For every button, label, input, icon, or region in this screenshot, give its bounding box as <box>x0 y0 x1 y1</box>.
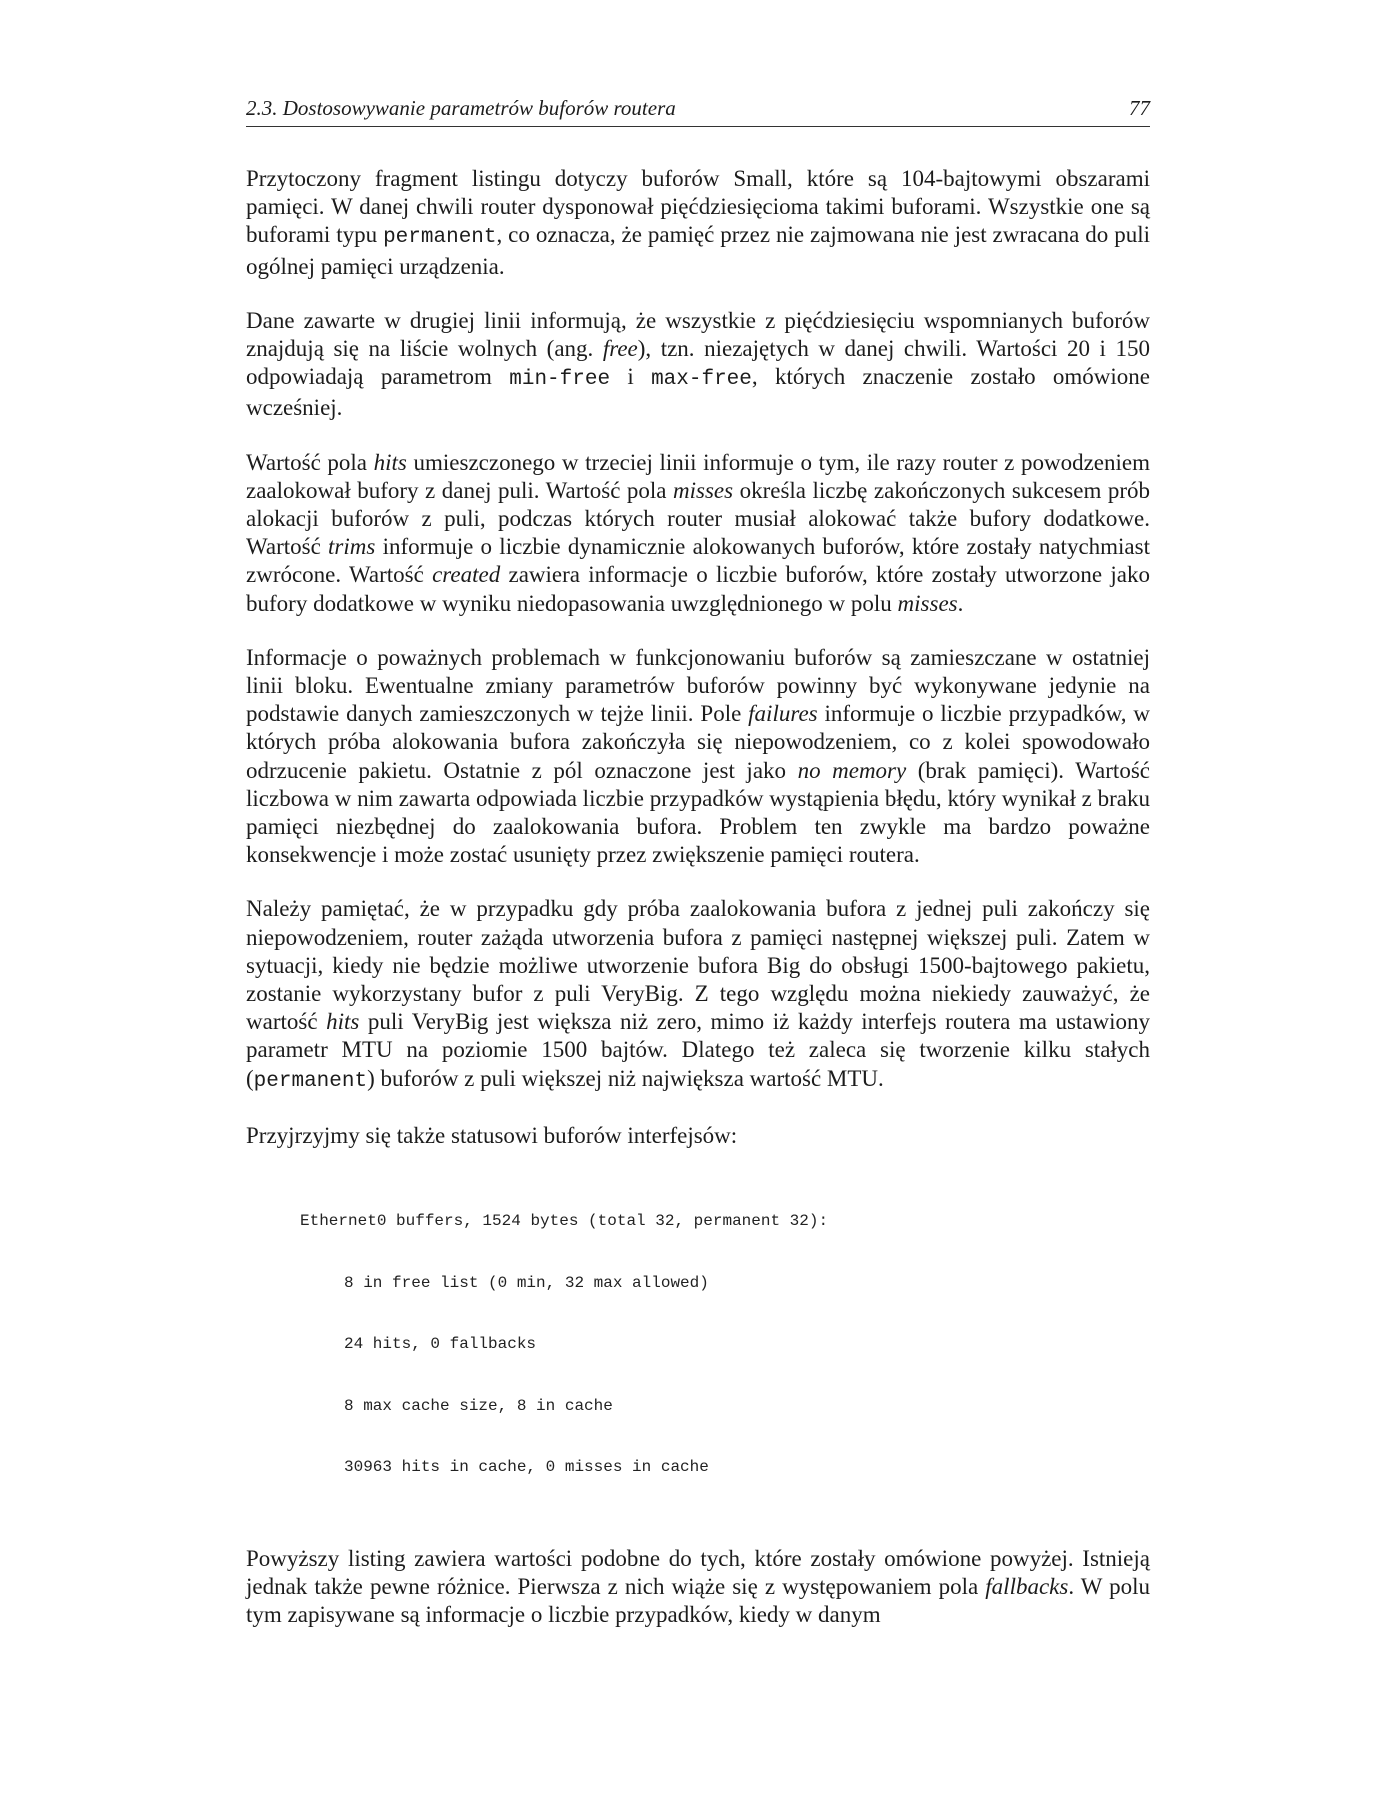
code-term: min-free <box>509 368 611 392</box>
emphasis-term: hits <box>373 449 407 475</box>
code-term: permanent <box>253 1069 368 1093</box>
listing-line: 24 hits, 0 fallbacks <box>344 1335 537 1354</box>
text-run: ) buforów z puli większej niż największa wartość MTU. <box>367 1065 884 1091</box>
text-run: informuje o liczbie przypadków, w których próba alokowania bufora zakończyła się niepowodzeniem, co z kolei spowodowało odrzucenie pakietu. Ostatnie z pól oznaczone jest jako <box>246 701 1150 783</box>
paragraph-1 <box>246 165 1150 281</box>
emphasis-term: failures <box>748 701 818 727</box>
book-page <box>246 96 1150 1629</box>
paragraph-6: Przyjrzyjmy się także statusowi buforów interfejsów: <box>246 1122 738 1148</box>
paragraph-7 <box>246 1545 1150 1630</box>
text-run: Dane zawarte w drugiej linii informują, że wszystkie z pięćdziesięciu wspomnianych buforów znajdują się na liście wolnych (ang. <box>246 307 1150 362</box>
section-title: 2.3. Dostosowywanie parametrów buforów routera <box>246 96 676 120</box>
text-run: zawiera informacje o liczbie buforów, które zostały utworzone jako bufory dodatkowe w wyniku niedopasowania uwzględnionego w polu <box>246 562 1150 616</box>
code-term: permanent <box>383 226 497 250</box>
text-run: informuje o liczbie dynamicznie alokowanych buforów, które zostały natychmiast zwrócone. Wartość <box>246 534 1150 588</box>
emphasis-term: created <box>432 562 501 588</box>
text-run: ), tzn. niezajętych w danej chwili. Wartości 20 i 150 odpowiadają parametrom <box>246 336 1150 390</box>
emphasis-term: fallbacks <box>985 1573 1069 1599</box>
text-run: , co oznacza, że pamięć przez nie zajmowana nie jest zwracana do puli ogólnej pamięci urządzenia. <box>246 222 1151 279</box>
code-term: max-free <box>651 368 752 392</box>
text-run: . W polu tym zapisywane są informacje o liczbie przypadków, kiedy w danym <box>246 1573 1150 1627</box>
text-run: . <box>957 590 964 616</box>
code-listing <box>300 1170 1150 1519</box>
text-run: Informacje o poważnych problemach w funkcjonowaniu buforów są zamieszczane w ostatniej linii bloku. Ewentualne zmiany parametrów buforów powinny być wykonywane jedynie na podstawie danych zamieszczonych w tejże linii. Pole <box>246 644 1150 727</box>
paragraph-4 <box>246 644 1150 870</box>
listing-line: 30963 hits in cache, 0 misses in cache <box>344 1458 709 1477</box>
listing-line: 8 max cache size, 8 in cache <box>344 1396 613 1415</box>
listing-line: 8 in free list (0 min, 32 max allowed) <box>344 1273 709 1292</box>
text-run: , których znaczenie zostało omówione wcześniej. <box>246 364 1150 421</box>
emphasis-term: hits <box>326 1009 360 1035</box>
emphasis-term: misses <box>897 590 958 616</box>
text-run: Należy pamiętać, że w przypadku gdy próba zaalokowania bufora z jednej puli zakończy się niepowodzeniem, router zażąda utworzenia bufora z pamięci następnej większej puli. Zatem w sytuacji, kiedy nie będzie możliwe utworzenie bufora Big do obsługi 1500-bajtowego pakietu, zostanie wykorzystany bufor z puli VeryBig. Z tego względu można niekiedy zauważyć, że wartość <box>246 896 1150 1035</box>
text-run: i <box>610 364 652 390</box>
text-run: Powyższy listing zawiera wartości podobne do tych, które zostały omówione powyżej. Istnieją jednak także pewne różnice. Pierwsza z nich wiąże się z występowaniem pola <box>246 1545 1150 1599</box>
text-run: Wartość pola <box>246 449 374 475</box>
text-run: puli VeryBig jest większa niż zero, mimo iż każdy interfejs routera ma ustawiony parametr MTU na poziomie 1500 bajtów. Dlatego też zaleca się tworzenie kilku stałych ( <box>246 1009 1150 1091</box>
emphasis-term: misses <box>673 477 734 503</box>
text-run: (brak pamięci). Wartość liczbowa w nim zawarta odpowiada liczbie przypadków wystąpienia błędu, który wynikał z braku pamięci niezbędnej do zaalokowania bufora. Problem ten zwykle ma bardzo poważne konsekwencje i może zostać usunięty przez zwiększenie pamięci routera. <box>246 757 1150 868</box>
paragraph-5 <box>246 895 1150 1095</box>
emphasis-term: no memory <box>797 757 907 783</box>
paragraph-2 <box>246 307 1150 423</box>
listing-line: Ethernet0 buffers, 1524 bytes (total 32, permanent 32): <box>300 1212 829 1231</box>
emphasis-term: trims <box>328 534 376 560</box>
page-number: 77 <box>1129 96 1150 120</box>
text-run: umieszczonego w trzeciej linii informuje o tym, ile razy router z powodzeniem zaalokował bufory z danej puli. Wartość pola <box>246 449 1150 503</box>
paragraph-3 <box>246 449 1150 618</box>
text-run: Przytoczony fragment listingu dotyczy buforów Small, które są 104-bajtowymi obszarami pamięci. W danej chwili router dysponował pięćdziesięcioma takimi buforami. Wszystkie one są buforami typu <box>246 166 1150 248</box>
running-header <box>246 96 1150 127</box>
emphasis-term: free <box>602 336 638 362</box>
text-run: określa liczbę zakończonych sukcesem prób alokacji buforów z puli, podczas których router musiał alokować także bufory dodatkowe. Wartość <box>246 477 1150 560</box>
